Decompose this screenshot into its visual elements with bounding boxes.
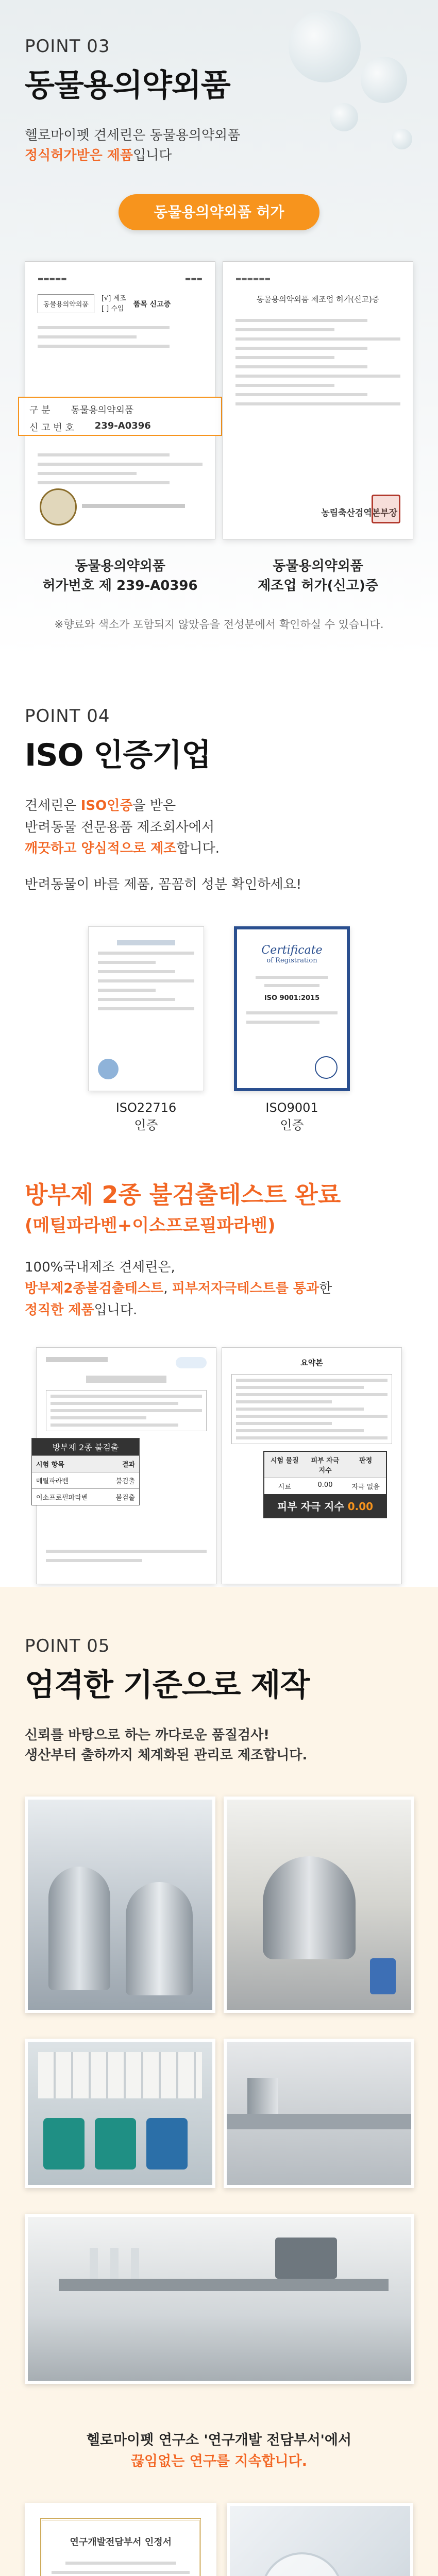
conveyor (227, 2114, 411, 2129)
text-line (235, 402, 400, 405)
research-line: 헬로마이펫 연구소 '연구개발 전담부서'에서 (86, 2432, 352, 2448)
text-line (264, 984, 319, 987)
point-title: 동물용의약외품 (25, 67, 230, 104)
document-caption (223, 557, 413, 596)
text-line (117, 940, 175, 945)
desc-line: 반려동물이 바를 제품, 꼼꼼히 성분 확인하세요! (25, 876, 302, 892)
manufacturing-license (223, 261, 413, 539)
text-line (235, 365, 367, 368)
test-report-card (222, 1347, 402, 1626)
product-registration-certificate (25, 261, 215, 539)
iso9001-certificate (234, 926, 350, 1091)
point3-section (0, 0, 438, 659)
text-line (98, 998, 175, 1001)
green-drum (43, 2118, 85, 2170)
column-header: 피부 자극 지수 (311, 1456, 340, 1475)
desc-line: 신뢰를 바탕으로 하는 까다로운 품질검사! (25, 1727, 270, 1743)
bottle (131, 2248, 139, 2279)
field-label: 구 분 (29, 405, 50, 416)
column-header: 판정 (359, 1456, 373, 1465)
text-line (236, 1422, 332, 1425)
text-line (50, 1395, 202, 1398)
certificate-caption (88, 1099, 204, 1134)
factory-photo-grid (25, 1797, 413, 2394)
caption-line: ISO9001 (265, 1100, 318, 1115)
text-line (46, 1357, 108, 1362)
lab-row (25, 2503, 413, 2576)
filling-line-photo (224, 2039, 414, 2188)
text-line (98, 970, 175, 973)
report-footer (46, 1544, 207, 1568)
desc-text: 한 (319, 1281, 332, 1297)
test-title: 방부제 2종 불검출테스트 완료 (25, 1180, 341, 1209)
report-title: 요약본 (300, 1358, 323, 1367)
column-header: 결과 (122, 1461, 135, 1469)
test-judgement: 자극 없음 (351, 1483, 380, 1491)
certificate-standard: ISO 9001:2015 (264, 994, 320, 1003)
decor-bubble (392, 129, 412, 149)
preservative-result-table (31, 1438, 140, 1505)
blue-container (370, 1958, 396, 1994)
text-line (235, 347, 367, 350)
doc-body (38, 447, 203, 490)
result-row (32, 1488, 139, 1505)
issuer-name: 농림축산검역본부장 (321, 508, 397, 518)
desc-line: 100%국내제조 견세린은, (25, 1259, 175, 1275)
text-line (52, 2571, 190, 2574)
text-line (98, 952, 194, 955)
text-line (246, 1021, 319, 1024)
result-heading (264, 1494, 386, 1517)
text-line (256, 976, 329, 979)
caption-line: ISO22716 (115, 1100, 177, 1115)
decor-bubble (361, 57, 407, 103)
desc-highlight: 피부저자극테스트를 통과 (172, 1281, 319, 1297)
rd-certificate (25, 2503, 216, 2576)
point-title: 엄격한 기준으로 제작 (25, 1667, 310, 1703)
filling-nozzle (247, 2078, 278, 2114)
text-line (98, 989, 156, 992)
mixing-vessel-photo (224, 1797, 414, 2013)
desc-text: 견세린은 (25, 798, 81, 814)
report-table (231, 1374, 392, 1444)
test-heading (25, 1181, 413, 1236)
ingredient-note: ※향료와 색소가 포함되지 않았음을 전성분에서 확인하실 수 있습니다. (54, 618, 384, 631)
text-line (65, 2562, 176, 2565)
factory-tank-photo (25, 1797, 215, 2013)
bottle (90, 2248, 98, 2279)
text-line (235, 319, 367, 322)
warehouse-photo (25, 2039, 215, 2188)
caption-line: 인증 (280, 1117, 304, 1132)
desc-line (25, 1300, 413, 1321)
irritation-label: 피부 자극 지수 (277, 1500, 344, 1513)
text-line (98, 961, 156, 964)
field-value: 동물용의약외품 (71, 405, 134, 416)
research-highlight: 끊임없는 연구를 지속합니다. (130, 2453, 308, 2469)
research-statement (25, 2430, 413, 2472)
text-line (50, 1409, 202, 1412)
text-line (38, 463, 203, 466)
desc-highlight: 방부제2종불검출테스트 (25, 1281, 164, 1297)
field-row (29, 403, 211, 416)
desc-line (25, 795, 413, 817)
badge-icon (98, 1059, 119, 1079)
skin-irritation-result (263, 1451, 387, 1518)
doc-header (38, 275, 203, 282)
certificate-card (234, 926, 350, 1134)
desc-highlight: 깨끗하고 양심적으로 제조 (25, 841, 177, 857)
certificate-subheading: of Registration (266, 957, 317, 965)
point-description (25, 1725, 413, 1766)
text-line (235, 393, 367, 396)
text-line (236, 1436, 388, 1439)
desc-line (25, 838, 413, 860)
petri-dish (261, 2552, 343, 2576)
text-line (38, 481, 170, 484)
point-label: POINT 04 (25, 706, 110, 726)
iso22716-certificate (88, 926, 204, 1091)
result-row (32, 1472, 139, 1488)
doc-heading: 동물용의약외품 제조업 허가(신고)증 (256, 295, 380, 304)
text-line (38, 335, 137, 338)
production-line-photo (25, 2214, 414, 2384)
text-line (236, 1429, 364, 1432)
desc-highlight: 정직한 제품 (25, 1302, 94, 1318)
desc-line: 생산부터 출하까지 체계화된 관리로 제조합니다. (25, 1748, 308, 1763)
text-line (50, 1423, 178, 1427)
doc-heading: 품목 신고증 (133, 300, 171, 309)
caption-line: 인증 (134, 1117, 158, 1132)
machine (275, 2238, 337, 2279)
report-table (46, 1390, 207, 1431)
test-description (25, 1257, 413, 1321)
text-line (236, 1408, 364, 1411)
point-description (25, 795, 413, 895)
certificate-card (88, 926, 204, 1134)
doc-body (235, 319, 400, 405)
test-report-card (36, 1347, 216, 1626)
text-line (46, 1559, 142, 1562)
text-line (50, 1402, 178, 1405)
decor-bubble (330, 103, 358, 131)
text-line (38, 453, 170, 456)
registration-highlight (18, 397, 222, 436)
column-header: 시험 항목 (36, 1461, 64, 1469)
desc-end: 입니다 (132, 148, 172, 163)
text-line (235, 328, 334, 331)
result-heading: 방부제 2종 불검출 (32, 1438, 139, 1455)
official-stamp (372, 495, 400, 523)
document-card (223, 261, 413, 596)
shelving (38, 2052, 202, 2098)
caption-line: 동물용의약외품 (273, 558, 363, 574)
desc-text: 입니다. (94, 1302, 138, 1318)
preservative-test-report (36, 1347, 216, 1584)
desc-line (25, 146, 413, 166)
point4-section (0, 659, 438, 1587)
steel-tank (48, 1867, 110, 1990)
text-line (235, 356, 334, 359)
doc-type-import: [ ] 수입 (101, 304, 124, 313)
seal-icon (315, 1056, 338, 1079)
test-item: 이소프로필파라벤 (36, 1494, 88, 1502)
text-line (235, 384, 334, 387)
steel-tank (126, 1882, 193, 1995)
desc-text: 을 받은 (132, 798, 176, 814)
point-title: ISO 인증기업 (25, 737, 211, 773)
text-line (86, 1376, 166, 1383)
doc-title-box: 동물용의약외품 (38, 294, 94, 313)
caption-line: 동물용의약외품 (75, 558, 165, 574)
doc-number-line: ▬▬▬▬▬▬ (235, 275, 271, 282)
certificate-heading: Certificate (261, 944, 323, 957)
lab-research-photo (227, 2503, 413, 2576)
text-line (236, 1400, 332, 1403)
lab-logo (176, 1357, 207, 1368)
text-line (246, 1011, 338, 1014)
bottle (110, 2248, 119, 2279)
text-line (38, 326, 170, 329)
test-result: 불검출 (115, 1494, 135, 1502)
report-header (46, 1357, 207, 1368)
test-report-row (25, 1347, 413, 1626)
test-subtitle: (메틸파라벤+이소프로필파라벤) (25, 1215, 276, 1236)
irritation-value: 0.00 (347, 1500, 374, 1513)
text-line (46, 1550, 207, 1553)
text-line (98, 1007, 194, 1010)
caption-line: 제조업 허가(신고)증 (258, 578, 378, 594)
doc-number-line: ▬▬▬▬▬ (38, 275, 67, 282)
test-item: 메틸파라벤 (36, 1477, 69, 1485)
certificate-frame (40, 2518, 201, 2576)
text-line (38, 472, 137, 475)
certificate-title: 연구개발전담부서 인정서 (70, 2537, 172, 2548)
point-label: POINT 03 (25, 36, 110, 57)
text-line (236, 1386, 364, 1389)
desc-text: , (163, 1281, 172, 1297)
document-row (25, 261, 413, 596)
decor-bubble (289, 10, 361, 82)
approval-pill: 동물용의약외품 허가 (119, 194, 319, 230)
certificate-row (25, 926, 413, 1134)
text-line (38, 345, 170, 348)
text-line (50, 1416, 146, 1419)
caption-line: 허가번호 제 239-A0396 (42, 578, 198, 594)
text-line (235, 337, 400, 341)
doc-type-manufacture: [√] 제조 (101, 295, 126, 302)
text-line (236, 1379, 388, 1382)
text-line (236, 1415, 388, 1418)
column-header: 시험 물질 (270, 1456, 299, 1465)
agency-seal (40, 488, 77, 526)
desc-line: 헬로마이펫 견세린은 동물용의약외품 (25, 128, 241, 143)
doc-type (102, 294, 126, 314)
result-row (264, 1478, 386, 1494)
desc-highlight: 정식허가받은 제품 (25, 148, 133, 163)
desc-line (25, 1278, 413, 1300)
green-drum (95, 2118, 136, 2170)
test-result: 0.00 (317, 1481, 333, 1489)
field-row (29, 420, 211, 434)
result-header-row (264, 1452, 386, 1478)
agency-name-line (82, 504, 185, 508)
doc-title-row (38, 294, 203, 314)
conveyor (59, 2279, 389, 2291)
blue-drum (146, 2118, 188, 2170)
document-card (25, 261, 215, 596)
field-label: 신 고 번 호 (29, 422, 74, 433)
skin-irritation-report (222, 1347, 402, 1584)
text-line (235, 375, 400, 378)
point-label: POINT 05 (25, 1636, 110, 1656)
text-line (236, 1393, 388, 1396)
desc-line: 반려동물 전문용품 제조회사에서 (25, 819, 215, 835)
test-result: 불검출 (115, 1477, 135, 1485)
result-header-row (32, 1455, 139, 1472)
doc-page-line: ▬▬▬ (184, 275, 203, 282)
desc-text: 합니다. (176, 841, 220, 857)
test-item: 시료 (278, 1483, 291, 1491)
desc-highlight: ISO인증 (80, 798, 133, 814)
mixing-vessel (263, 1856, 356, 1959)
registration-number: 239-A0396 (94, 420, 151, 431)
point5-section (0, 1587, 438, 2576)
point-description (25, 126, 413, 166)
certificate-caption (234, 1099, 350, 1134)
document-caption (25, 557, 215, 596)
text-line (98, 979, 194, 982)
